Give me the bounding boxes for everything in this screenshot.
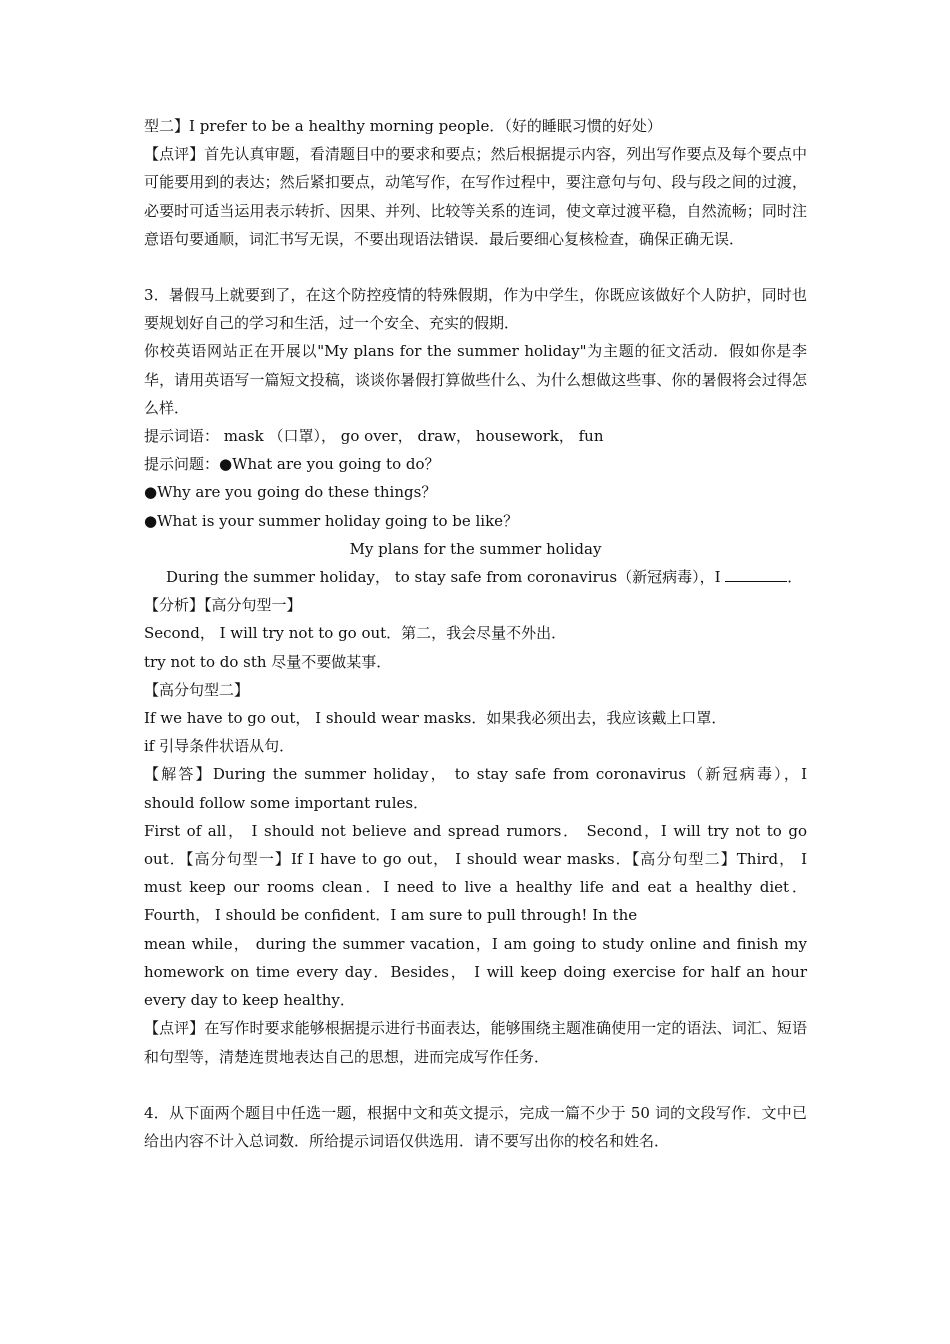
sentence-1: Second， I will try not to go out．第二，我会尽量不外出． bbox=[144, 624, 567, 643]
question-3-task: 你校英语网站正在开展以"My plans for the summer holiday"为主题的征文活动．假如你是李华，请用英语写一篇短文投稿，谈谈你暑假打算做些什么、为什么想做这些事、你的暑假将会过得怎么样． bbox=[144, 342, 807, 417]
sentence-1-note: try not to do sth 尽量不要做某事． bbox=[144, 652, 392, 671]
essay-opening-text: During the summer holiday， to stay safe from coronavirus（新冠病毒），I bbox=[166, 568, 721, 587]
answer-paragraph-1: 【解答】During the summer holiday， to stay safe from coronavirus（新冠病毒），I should follow some important rules． bbox=[144, 765, 807, 812]
hint-question-3: ●What is your summer holiday going to be like？ bbox=[144, 511, 519, 530]
comment-paragraph: 【点评】首先认真审题，看清题目中的要求和要点；然后根据提示内容，列出写作要点及每个要点中可能要用到的表达；然后紧扣要点，动笔写作，在写作过程中，要注意句与句、段与段之间的过渡，必要时可适当运用表示转折、因果、并列、比较等关系的连词，使文章过渡平稳，自然流畅；同时注意语句要通顺，词汇书写无误，不要出现语法错误．最后要细心复核检查，确保正确无误． bbox=[144, 145, 807, 248]
hint-question-2: ●Why are you going do these things？ bbox=[144, 483, 437, 502]
hint-question-1: 提示问题：●What are you going to do？ bbox=[144, 455, 440, 474]
question-3-comment: 【点评】在写作时要求能够根据提示进行书面表达，能够围绕主题准确使用一定的语法、词汇、短语和句型等，清楚连贯地表达自己的思想，进而完成写作任务． bbox=[144, 1019, 807, 1066]
hint-words: 提示词语： mask （口罩）， go over， draw， housework， fun bbox=[144, 427, 604, 446]
answer-paragraph-2: First of all， I should not believe and spread rumors． Second，I will try not to go out．【高分句型一】If I have to go out， I should wear masks．【高分句型二】Third， I must keep our rooms clean．I need to live a healthy life and eat a healthy diet．Fourth， I should be confident．I am sure to pull through! In the bbox=[144, 821, 807, 925]
question-4-intro: 4．从下面两个题目中任选一题，根据中文和英文提示，完成一篇不少于 50 词的文段写作．文中已给出内容不计入总词数．所给提示词语仅供选用．请不要写出你的校名和姓名． bbox=[144, 1103, 807, 1150]
sentence-2: If we have to go out， I should wear masks．如果我必须出去，我应该戴上口罩． bbox=[144, 709, 727, 728]
analysis-heading-1: 【分析】【高分句型一】 bbox=[144, 596, 302, 615]
essay-opening bbox=[144, 563, 807, 591]
sentence-pattern-line: 型二】I prefer to be a healthy morning people．（好的睡眠习惯的好处） bbox=[144, 117, 662, 135]
essay-opening-end: ． bbox=[787, 568, 803, 587]
question-3-intro: 3．暑假马上就要到了，在这个防控疫情的特殊假期，作为中学生，你既应该做好个人防护，同时也要规划好自己的学习和生活，过一个安全、充实的假期． bbox=[144, 286, 807, 333]
fill-in-blank bbox=[725, 567, 787, 582]
essay-title: My plans for the summer holiday bbox=[349, 539, 602, 558]
sentence-2-note: if 引导条件状语从句． bbox=[144, 737, 295, 756]
analysis-heading-2: 【高分句型二】 bbox=[144, 680, 250, 699]
answer-paragraph-3: mean while， during the summer vacation，I am going to study online and finish my homework on time every day．Besides， I will keep doing exercise for half an hour every day to keep healthy． bbox=[144, 934, 807, 1010]
document-page bbox=[144, 112, 807, 1155]
